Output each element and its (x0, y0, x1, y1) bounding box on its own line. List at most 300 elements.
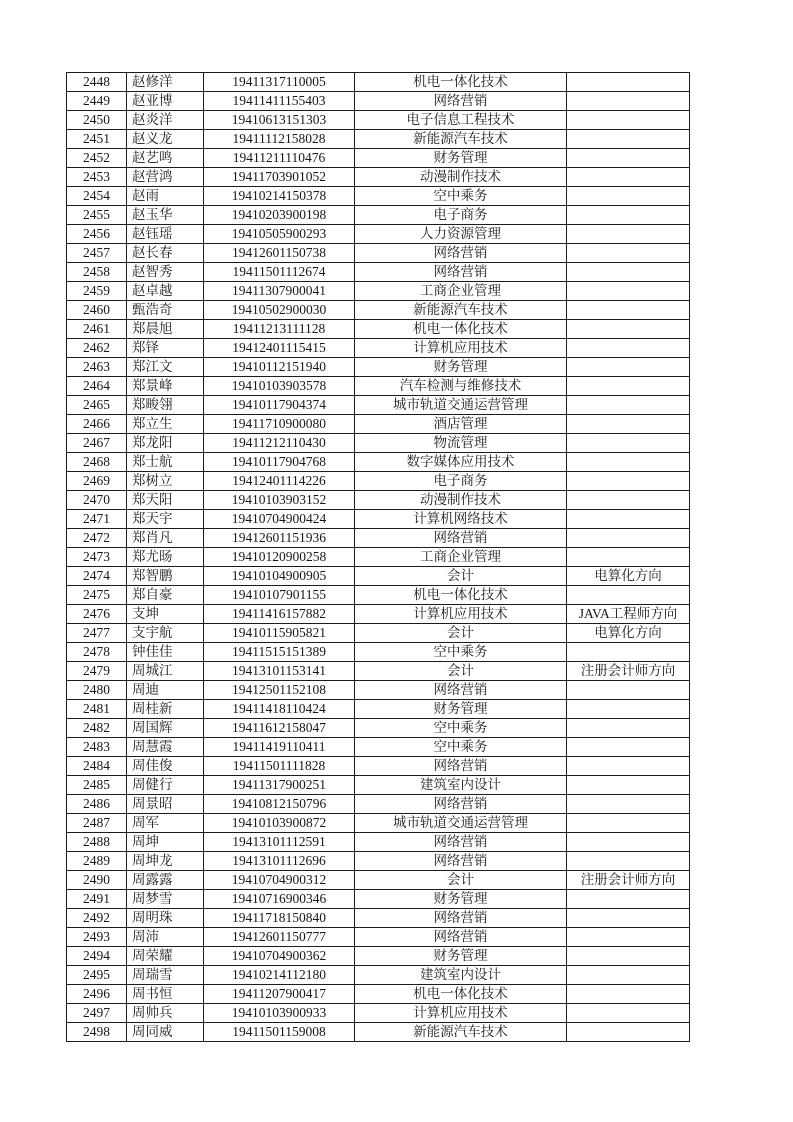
name-cell: 郑铎 (127, 339, 204, 358)
direction-cell (567, 130, 690, 149)
row-number-cell: 2457 (67, 244, 127, 263)
major-cell: 网络营销 (355, 833, 567, 852)
student-id-cell: 19410502900030 (204, 301, 355, 320)
student-id-cell: 19411317110005 (204, 73, 355, 92)
direction-cell (567, 1004, 690, 1023)
row-number-cell: 2495 (67, 966, 127, 985)
student-id-cell: 19411419110411 (204, 738, 355, 757)
student-id-cell: 19411710900080 (204, 415, 355, 434)
major-cell: 汽车检测与维修技术 (355, 377, 567, 396)
table-row (67, 453, 690, 472)
direction-cell (567, 339, 690, 358)
name-cell: 周露露 (127, 871, 204, 890)
student-id-cell: 19410107901155 (204, 586, 355, 605)
name-cell: 郑士航 (127, 453, 204, 472)
row-number-cell: 2487 (67, 814, 127, 833)
name-cell: 周沛 (127, 928, 204, 947)
table-row (67, 662, 690, 681)
major-cell: 网络营销 (355, 681, 567, 700)
direction-cell (567, 643, 690, 662)
major-cell: 会计 (355, 871, 567, 890)
row-number-cell: 2488 (67, 833, 127, 852)
row-number-cell: 2497 (67, 1004, 127, 1023)
row-number-cell: 2448 (67, 73, 127, 92)
student-table-body (67, 73, 690, 1042)
row-number-cell: 2454 (67, 187, 127, 206)
student-id-cell: 19410104900905 (204, 567, 355, 586)
row-number-cell: 2490 (67, 871, 127, 890)
direction-cell (567, 719, 690, 738)
student-id-cell: 19411212110430 (204, 434, 355, 453)
name-cell: 赵钰瑶 (127, 225, 204, 244)
table-row (67, 130, 690, 149)
table-row (67, 1023, 690, 1042)
direction-cell (567, 301, 690, 320)
student-id-cell: 19412401115415 (204, 339, 355, 358)
row-number-cell: 2475 (67, 586, 127, 605)
student-id-cell: 19410115905821 (204, 624, 355, 643)
row-number-cell: 2472 (67, 529, 127, 548)
table-row (67, 852, 690, 871)
row-number-cell: 2466 (67, 415, 127, 434)
table-row (67, 225, 690, 244)
table-row (67, 890, 690, 909)
major-cell: 网络营销 (355, 529, 567, 548)
table-row (67, 624, 690, 643)
direction-cell (567, 168, 690, 187)
direction-cell (567, 928, 690, 947)
major-cell: 建筑室内设计 (355, 776, 567, 795)
name-cell: 周慧霞 (127, 738, 204, 757)
table-row (67, 966, 690, 985)
table-row (67, 396, 690, 415)
row-number-cell: 2489 (67, 852, 127, 871)
row-number-cell: 2456 (67, 225, 127, 244)
name-cell: 赵卓越 (127, 282, 204, 301)
name-cell: 郑智鹏 (127, 567, 204, 586)
name-cell: 周荣耀 (127, 947, 204, 966)
student-id-cell: 19411501112674 (204, 263, 355, 282)
student-id-cell: 19411317900251 (204, 776, 355, 795)
student-id-cell: 19410613151303 (204, 111, 355, 130)
student-id-cell: 19411211110476 (204, 149, 355, 168)
row-number-cell: 2449 (67, 92, 127, 111)
direction-cell: JAVA工程师方向 (567, 605, 690, 624)
major-cell: 财务管理 (355, 700, 567, 719)
table-row (67, 985, 690, 1004)
table-row (67, 111, 690, 130)
student-id-cell: 19413101112591 (204, 833, 355, 852)
student-id-cell: 19411612158047 (204, 719, 355, 738)
table-row (67, 738, 690, 757)
table-row (67, 605, 690, 624)
major-cell: 计算机网络技术 (355, 510, 567, 529)
name-cell: 周坤龙 (127, 852, 204, 871)
major-cell: 电子信息工程技术 (355, 111, 567, 130)
direction-cell (567, 491, 690, 510)
student-id-cell: 19410716900346 (204, 890, 355, 909)
major-cell: 会计 (355, 624, 567, 643)
row-number-cell: 2465 (67, 396, 127, 415)
table-row (67, 567, 690, 586)
row-number-cell: 2469 (67, 472, 127, 491)
major-cell: 机电一体化技术 (355, 320, 567, 339)
direction-cell (567, 415, 690, 434)
name-cell: 郑景峰 (127, 377, 204, 396)
table-row (67, 719, 690, 738)
major-cell: 数字媒体应用技术 (355, 453, 567, 472)
name-cell: 郑龙阳 (127, 434, 204, 453)
student-id-cell: 19410103900872 (204, 814, 355, 833)
name-cell: 赵营鸿 (127, 168, 204, 187)
name-cell: 赵长春 (127, 244, 204, 263)
name-cell: 赵玉华 (127, 206, 204, 225)
direction-cell (567, 1023, 690, 1042)
table-row (67, 168, 690, 187)
table-row (67, 244, 690, 263)
table-row (67, 434, 690, 453)
major-cell: 城市轨道交通运营管理 (355, 396, 567, 415)
table-row (67, 301, 690, 320)
name-cell: 周书恒 (127, 985, 204, 1004)
student-id-cell: 19411213111128 (204, 320, 355, 339)
table-row (67, 415, 690, 434)
row-number-cell: 2463 (67, 358, 127, 377)
direction-cell (567, 985, 690, 1004)
table-row (67, 871, 690, 890)
name-cell: 郑尤旸 (127, 548, 204, 567)
direction-cell (567, 700, 690, 719)
major-cell: 建筑室内设计 (355, 966, 567, 985)
direction-cell: 注册会计师方向 (567, 871, 690, 890)
table-row (67, 263, 690, 282)
major-cell: 网络营销 (355, 263, 567, 282)
row-number-cell: 2459 (67, 282, 127, 301)
table-row (67, 757, 690, 776)
student-id-cell: 19412601150777 (204, 928, 355, 947)
major-cell: 会计 (355, 567, 567, 586)
direction-cell: 电算化方向 (567, 567, 690, 586)
major-cell: 网络营销 (355, 244, 567, 263)
direction-cell (567, 757, 690, 776)
major-cell: 会计 (355, 662, 567, 681)
row-number-cell: 2485 (67, 776, 127, 795)
row-number-cell: 2467 (67, 434, 127, 453)
major-cell: 工商企业管理 (355, 282, 567, 301)
student-id-cell: 19411501159008 (204, 1023, 355, 1042)
name-cell: 郑天宇 (127, 510, 204, 529)
major-cell: 机电一体化技术 (355, 985, 567, 1004)
student-table (66, 72, 690, 1042)
row-number-cell: 2450 (67, 111, 127, 130)
direction-cell (567, 947, 690, 966)
direction-cell (567, 852, 690, 871)
student-id-cell: 19410117904768 (204, 453, 355, 472)
row-number-cell: 2496 (67, 985, 127, 1004)
row-number-cell: 2452 (67, 149, 127, 168)
major-cell: 新能源汽车技术 (355, 301, 567, 320)
student-id-cell: 19410103900933 (204, 1004, 355, 1023)
major-cell: 动漫制作技术 (355, 491, 567, 510)
table-row (67, 339, 690, 358)
name-cell: 支宇航 (127, 624, 204, 643)
name-cell: 周国辉 (127, 719, 204, 738)
direction-cell (567, 738, 690, 757)
major-cell: 空中乘务 (355, 719, 567, 738)
major-cell: 网络营销 (355, 757, 567, 776)
row-number-cell: 2476 (67, 605, 127, 624)
major-cell: 财务管理 (355, 890, 567, 909)
student-id-cell: 19410704900424 (204, 510, 355, 529)
name-cell: 周军 (127, 814, 204, 833)
major-cell: 物流管理 (355, 434, 567, 453)
major-cell: 计算机应用技术 (355, 605, 567, 624)
major-cell: 电子商务 (355, 472, 567, 491)
direction-cell (567, 795, 690, 814)
student-id-cell: 19410704900362 (204, 947, 355, 966)
name-cell: 赵义龙 (127, 130, 204, 149)
student-id-cell: 19411307900041 (204, 282, 355, 301)
name-cell: 郑自豪 (127, 586, 204, 605)
table-row (67, 681, 690, 700)
major-cell: 机电一体化技术 (355, 586, 567, 605)
student-id-cell: 19410112151940 (204, 358, 355, 377)
row-number-cell: 2482 (67, 719, 127, 738)
name-cell: 周迪 (127, 681, 204, 700)
row-number-cell: 2479 (67, 662, 127, 681)
major-cell: 人力资源管理 (355, 225, 567, 244)
major-cell: 酒店管理 (355, 415, 567, 434)
student-id-cell: 19411703901052 (204, 168, 355, 187)
name-cell: 赵亚博 (127, 92, 204, 111)
table-row (67, 909, 690, 928)
row-number-cell: 2484 (67, 757, 127, 776)
name-cell: 周坤 (127, 833, 204, 852)
major-cell: 空中乘务 (355, 187, 567, 206)
row-number-cell: 2486 (67, 795, 127, 814)
student-id-cell: 19410120900258 (204, 548, 355, 567)
name-cell: 周桂新 (127, 700, 204, 719)
table-row (67, 643, 690, 662)
direction-cell (567, 73, 690, 92)
major-cell: 网络营销 (355, 852, 567, 871)
direction-cell (567, 909, 690, 928)
row-number-cell: 2483 (67, 738, 127, 757)
name-cell: 郑畯翎 (127, 396, 204, 415)
major-cell: 财务管理 (355, 358, 567, 377)
table-row (67, 282, 690, 301)
student-id-cell: 19411501111828 (204, 757, 355, 776)
direction-cell (567, 434, 690, 453)
name-cell: 郑天阳 (127, 491, 204, 510)
student-id-cell: 19410704900312 (204, 871, 355, 890)
row-number-cell: 2480 (67, 681, 127, 700)
table-row (67, 947, 690, 966)
row-number-cell: 2493 (67, 928, 127, 947)
major-cell: 网络营销 (355, 928, 567, 947)
name-cell: 赵艺鸣 (127, 149, 204, 168)
direction-cell (567, 472, 690, 491)
direction-cell (567, 111, 690, 130)
major-cell: 电子商务 (355, 206, 567, 225)
direction-cell (567, 453, 690, 472)
row-number-cell: 2494 (67, 947, 127, 966)
major-cell: 计算机应用技术 (355, 339, 567, 358)
table-row (67, 700, 690, 719)
major-cell: 机电一体化技术 (355, 73, 567, 92)
direction-cell (567, 358, 690, 377)
direction-cell (567, 966, 690, 985)
student-id-cell: 19412501152108 (204, 681, 355, 700)
direction-cell (567, 320, 690, 339)
name-cell: 周明珠 (127, 909, 204, 928)
table-row (67, 358, 690, 377)
row-number-cell: 2460 (67, 301, 127, 320)
name-cell: 周城江 (127, 662, 204, 681)
name-cell: 郑肖凡 (127, 529, 204, 548)
major-cell: 网络营销 (355, 909, 567, 928)
student-id-cell: 19411418110424 (204, 700, 355, 719)
student-id-cell: 19412401114226 (204, 472, 355, 491)
table-row (67, 833, 690, 852)
direction-cell (567, 206, 690, 225)
student-id-cell: 19410117904374 (204, 396, 355, 415)
major-cell: 空中乘务 (355, 738, 567, 757)
name-cell: 钟佳佳 (127, 643, 204, 662)
direction-cell (567, 681, 690, 700)
table-row (67, 320, 690, 339)
row-number-cell: 2453 (67, 168, 127, 187)
row-number-cell: 2458 (67, 263, 127, 282)
table-row (67, 928, 690, 947)
name-cell: 周帅兵 (127, 1004, 204, 1023)
name-cell: 郑立生 (127, 415, 204, 434)
major-cell: 新能源汽车技术 (355, 1023, 567, 1042)
row-number-cell: 2461 (67, 320, 127, 339)
student-id-cell: 19410214150378 (204, 187, 355, 206)
row-number-cell: 2455 (67, 206, 127, 225)
row-number-cell: 2481 (67, 700, 127, 719)
table-row (67, 814, 690, 833)
name-cell: 郑江文 (127, 358, 204, 377)
student-id-cell: 19410812150796 (204, 795, 355, 814)
direction-cell (567, 244, 690, 263)
name-cell: 赵雨 (127, 187, 204, 206)
table-row (67, 776, 690, 795)
row-number-cell: 2477 (67, 624, 127, 643)
name-cell: 赵修洋 (127, 73, 204, 92)
name-cell: 周佳俊 (127, 757, 204, 776)
row-number-cell: 2462 (67, 339, 127, 358)
table-row (67, 149, 690, 168)
row-number-cell: 2492 (67, 909, 127, 928)
major-cell: 空中乘务 (355, 643, 567, 662)
student-id-cell: 19411718150840 (204, 909, 355, 928)
name-cell: 甄浩奇 (127, 301, 204, 320)
row-number-cell: 2473 (67, 548, 127, 567)
student-id-cell: 19412601150738 (204, 244, 355, 263)
direction-cell (567, 890, 690, 909)
direction-cell (567, 225, 690, 244)
student-id-cell: 19410505900293 (204, 225, 355, 244)
name-cell: 周景昭 (127, 795, 204, 814)
table-row (67, 92, 690, 111)
row-number-cell: 2474 (67, 567, 127, 586)
name-cell: 周梦雪 (127, 890, 204, 909)
direction-cell (567, 377, 690, 396)
row-number-cell: 2451 (67, 130, 127, 149)
student-id-cell: 19413101112696 (204, 852, 355, 871)
name-cell: 赵炎洋 (127, 111, 204, 130)
direction-cell (567, 529, 690, 548)
table-row (67, 1004, 690, 1023)
name-cell: 周同威 (127, 1023, 204, 1042)
name-cell: 支坤 (127, 605, 204, 624)
student-id-cell: 19411112158028 (204, 130, 355, 149)
direction-cell: 注册会计师方向 (567, 662, 690, 681)
direction-cell (567, 396, 690, 415)
major-cell: 新能源汽车技术 (355, 130, 567, 149)
direction-cell (567, 92, 690, 111)
row-number-cell: 2470 (67, 491, 127, 510)
table-row (67, 472, 690, 491)
table-row (67, 795, 690, 814)
direction-cell (567, 833, 690, 852)
name-cell: 郑树立 (127, 472, 204, 491)
direction-cell: 电算化方向 (567, 624, 690, 643)
row-number-cell: 2498 (67, 1023, 127, 1042)
row-number-cell: 2478 (67, 643, 127, 662)
table-row (67, 491, 690, 510)
major-cell: 财务管理 (355, 947, 567, 966)
student-id-cell: 19411515151389 (204, 643, 355, 662)
major-cell: 计算机应用技术 (355, 1004, 567, 1023)
table-row (67, 187, 690, 206)
student-id-cell: 19411416157882 (204, 605, 355, 624)
student-id-cell: 19410214112180 (204, 966, 355, 985)
direction-cell (567, 548, 690, 567)
major-cell: 动漫制作技术 (355, 168, 567, 187)
major-cell: 财务管理 (355, 149, 567, 168)
direction-cell (567, 149, 690, 168)
student-id-cell: 19413101153141 (204, 662, 355, 681)
direction-cell (567, 282, 690, 301)
major-cell: 网络营销 (355, 795, 567, 814)
student-id-cell: 19411207900417 (204, 985, 355, 1004)
major-cell: 城市轨道交通运营管理 (355, 814, 567, 833)
student-id-cell: 19412601151936 (204, 529, 355, 548)
name-cell: 周瑞雪 (127, 966, 204, 985)
student-id-cell: 19411411155403 (204, 92, 355, 111)
student-id-cell: 19410103903578 (204, 377, 355, 396)
table-row (67, 586, 690, 605)
direction-cell (567, 263, 690, 282)
row-number-cell: 2471 (67, 510, 127, 529)
row-number-cell: 2491 (67, 890, 127, 909)
major-cell: 工商企业管理 (355, 548, 567, 567)
name-cell: 赵智秀 (127, 263, 204, 282)
row-number-cell: 2464 (67, 377, 127, 396)
major-cell: 网络营销 (355, 92, 567, 111)
name-cell: 周健行 (127, 776, 204, 795)
direction-cell (567, 776, 690, 795)
direction-cell (567, 814, 690, 833)
name-cell: 郑晨旭 (127, 320, 204, 339)
table-row (67, 510, 690, 529)
table-row (67, 377, 690, 396)
table-row (67, 529, 690, 548)
direction-cell (567, 586, 690, 605)
